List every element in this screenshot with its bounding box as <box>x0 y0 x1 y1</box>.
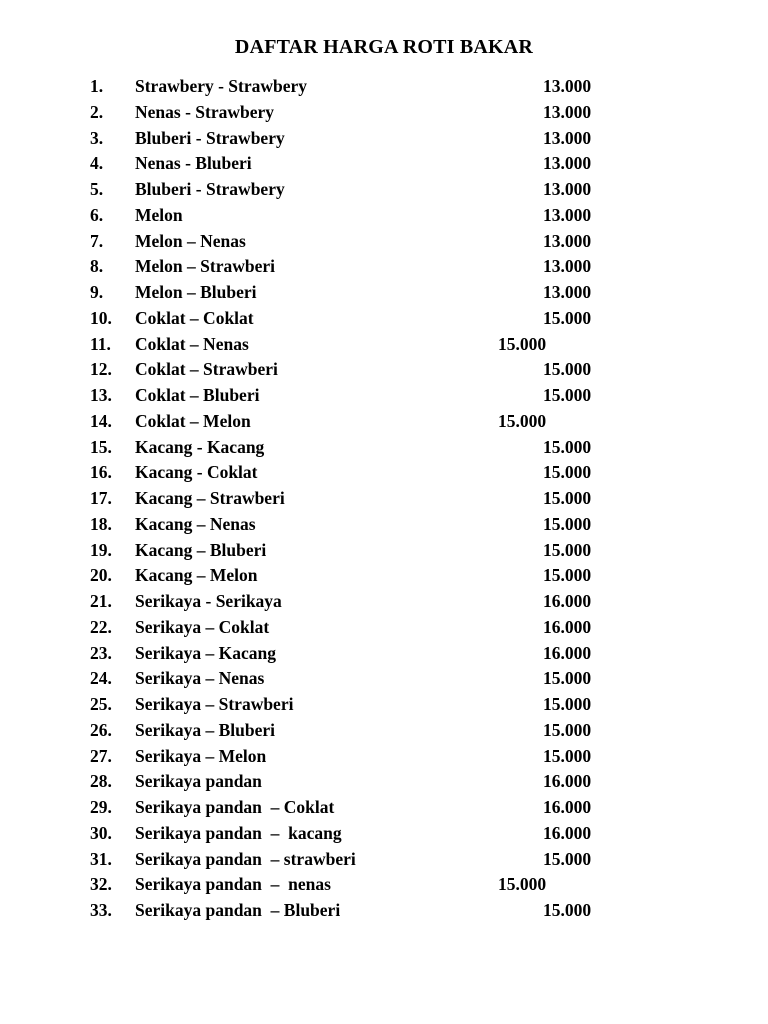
item-number: 2. <box>90 101 104 122</box>
item-price: 15.000 <box>543 359 592 380</box>
list-item <box>0 177 768 203</box>
item-price: 13.000 <box>543 230 592 251</box>
item-price: 15.000 <box>543 900 592 920</box>
page-title: DAFTAR HARGA ROTI BAKAR <box>234 36 534 58</box>
list-item <box>0 718 768 744</box>
item-name: Serikaya pandan <box>135 771 262 792</box>
list-item <box>0 589 768 615</box>
item-price: 15.000 <box>543 385 592 405</box>
item-number: 11. <box>90 333 111 354</box>
item-number: 30. <box>90 822 112 843</box>
item-price: 15.000 <box>498 410 547 431</box>
item-price: 16.000 <box>543 642 592 663</box>
item-number: 31. <box>90 848 112 869</box>
item-number: 28. <box>90 771 112 792</box>
list-item <box>0 821 768 847</box>
item-number: 10. <box>90 307 112 328</box>
list-item <box>0 847 768 873</box>
item-name: Serikaya – Nenas <box>135 668 265 689</box>
item-name: Serikaya - Serikaya <box>135 591 282 611</box>
list-item <box>0 563 768 589</box>
list-item <box>0 872 768 898</box>
list-item <box>0 254 768 280</box>
item-name: Kacang – Melon <box>135 565 258 586</box>
item-name: Serikaya pandan – kacang <box>135 822 342 843</box>
item-price: 15.000 <box>543 565 592 586</box>
item-price: 16.000 <box>543 771 592 792</box>
list-item <box>0 306 768 332</box>
item-name: Melon – Bluberi <box>135 282 257 302</box>
item-price: 15.000 <box>543 719 592 740</box>
list-item <box>0 460 768 486</box>
list-item <box>0 538 768 564</box>
item-price: 15.000 <box>543 488 592 508</box>
item-name: Kacang – Nenas <box>135 513 256 534</box>
list-item <box>0 795 768 821</box>
item-name: Serikaya pandan – Bluberi <box>135 900 341 920</box>
item-name: Kacang – Strawberi <box>135 488 285 508</box>
item-number: 17. <box>90 488 112 508</box>
item-number: 13. <box>90 385 112 405</box>
item-number: 32. <box>90 874 112 895</box>
list-item <box>0 486 768 512</box>
list-item <box>0 409 768 435</box>
list-item <box>0 383 768 409</box>
item-price: 13.000 <box>543 76 592 96</box>
list-item <box>0 666 768 692</box>
item-name: Strawbery - Strawbery <box>135 76 308 96</box>
item-price: 15.000 <box>543 668 592 689</box>
item-price: 15.000 <box>543 307 592 328</box>
item-price: 13.000 <box>543 153 592 174</box>
item-price: 13.000 <box>543 204 592 225</box>
item-price: 13.000 <box>543 101 592 122</box>
item-name: Serikaya – Coklat <box>135 616 270 637</box>
item-number: 7. <box>90 230 104 251</box>
item-number: 33. <box>90 900 112 920</box>
list-item <box>0 641 768 667</box>
list-item <box>0 512 768 538</box>
item-number: 23. <box>90 642 112 663</box>
item-price: 15.000 <box>498 333 547 354</box>
item-name: Serikaya – Bluberi <box>135 719 276 740</box>
list-item <box>0 692 768 718</box>
item-number: 12. <box>90 359 112 380</box>
item-name: Coklat – Bluberi <box>135 385 260 405</box>
item-number: 18. <box>90 513 112 534</box>
item-price: 16.000 <box>543 616 592 637</box>
item-price: 15.000 <box>543 745 592 766</box>
item-name: Bluberi - Strawbery <box>135 179 285 199</box>
item-name: Serikaya – Melon <box>135 745 267 766</box>
item-number: 25. <box>90 694 112 714</box>
item-name: Serikaya – Strawberi <box>135 694 294 714</box>
item-price: 15.000 <box>543 436 592 457</box>
list-item <box>0 100 768 126</box>
item-price: 13.000 <box>543 282 592 302</box>
item-price: 15.000 <box>543 513 592 534</box>
item-number: 6. <box>90 204 104 225</box>
list-item <box>0 126 768 152</box>
list-item <box>0 357 768 383</box>
item-number: 9. <box>90 282 104 302</box>
item-name: Kacang – Bluberi <box>135 539 267 560</box>
item-number: 8. <box>90 256 104 277</box>
item-name: Serikaya pandan – Coklat <box>135 797 335 817</box>
list-item <box>0 151 768 177</box>
item-name: Nenas - Bluberi <box>135 153 252 174</box>
item-price: 16.000 <box>543 797 592 817</box>
item-price: 15.000 <box>543 848 592 869</box>
item-name: Serikaya – Kacang <box>135 642 276 663</box>
list-item <box>0 744 768 770</box>
list-item <box>0 769 768 795</box>
price-list <box>0 74 768 924</box>
item-name: Melon <box>135 204 183 225</box>
item-number: 20. <box>90 565 112 586</box>
item-number: 21. <box>90 591 112 611</box>
list-item <box>0 332 768 358</box>
item-name: Serikaya pandan – strawberi <box>135 848 356 869</box>
item-number: 3. <box>90 127 104 148</box>
item-number: 27. <box>90 745 112 766</box>
item-name: Kacang - Coklat <box>135 462 258 483</box>
item-price: 16.000 <box>543 822 592 843</box>
item-number: 5. <box>90 179 104 199</box>
item-number: 4. <box>90 153 104 174</box>
item-number: 29. <box>90 797 112 817</box>
item-number: 14. <box>90 410 112 431</box>
list-item <box>0 615 768 641</box>
item-name: Coklat – Melon <box>135 410 251 431</box>
item-name: Bluberi - Strawbery <box>135 127 285 148</box>
list-item <box>0 229 768 255</box>
list-item <box>0 898 768 924</box>
item-name: Nenas - Strawbery <box>135 101 275 122</box>
item-name: Serikaya pandan – nenas <box>135 874 331 895</box>
item-name: Coklat – Strawberi <box>135 359 278 380</box>
item-price: 13.000 <box>543 179 592 199</box>
item-name: Kacang - Kacang <box>135 436 265 457</box>
item-name: Coklat – Nenas <box>135 333 249 354</box>
item-number: 16. <box>90 462 112 483</box>
item-number: 15. <box>90 436 112 457</box>
list-item <box>0 74 768 100</box>
item-number: 22. <box>90 616 112 637</box>
list-item <box>0 203 768 229</box>
item-price: 15.000 <box>498 874 547 895</box>
item-number: 1. <box>90 76 104 96</box>
item-price: 16.000 <box>543 591 592 611</box>
item-name: Melon – Strawberi <box>135 256 275 277</box>
item-price: 15.000 <box>543 462 592 483</box>
item-price: 13.000 <box>543 256 592 277</box>
list-item <box>0 280 768 306</box>
item-price: 15.000 <box>543 539 592 560</box>
item-number: 19. <box>90 539 112 560</box>
item-name: Melon – Nenas <box>135 230 246 251</box>
item-number: 24. <box>90 668 112 689</box>
item-number: 26. <box>90 719 112 740</box>
item-price: 13.000 <box>543 127 592 148</box>
item-name: Coklat – Coklat <box>135 307 254 328</box>
list-item <box>0 435 768 461</box>
item-price: 15.000 <box>543 694 592 714</box>
